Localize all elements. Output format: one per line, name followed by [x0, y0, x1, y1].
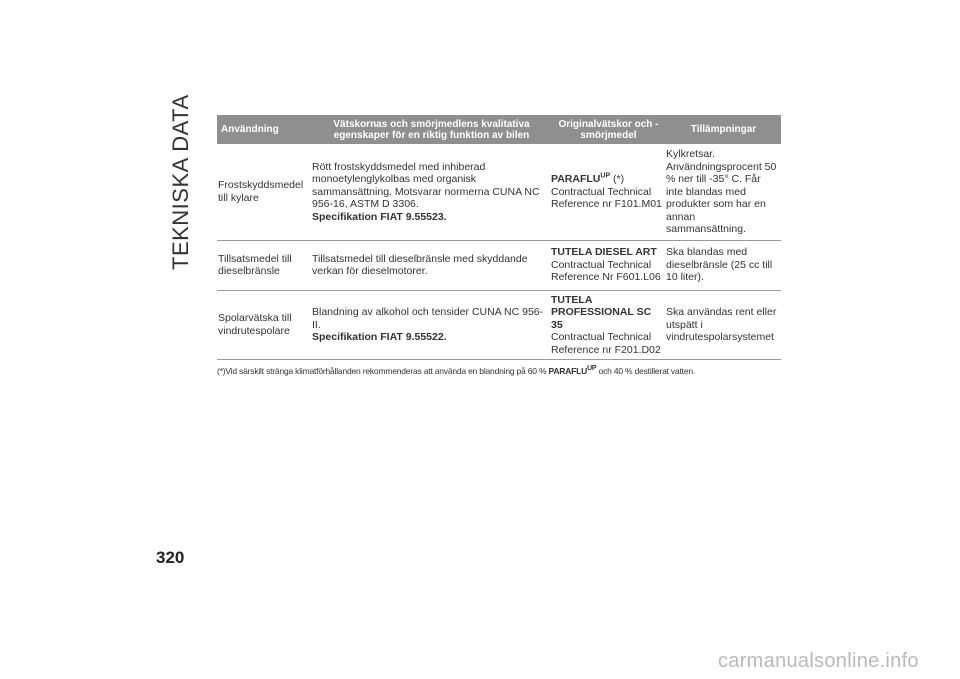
table-header-row — [217, 115, 781, 144]
cell-usage: Spolarvätska till vindrutespolare — [217, 290, 312, 360]
product-name: TUTELA DIESEL ART — [551, 246, 657, 259]
watermark: carmanualsonline.info — [718, 650, 919, 672]
quality-text: Blandning av alkohol och tensider CUNA NC 956-II. — [312, 306, 544, 331]
cell-application: Ska blandas med dieselbränsle (25 cc till 10 liter). — [666, 240, 781, 290]
cell-application: Kylkretsar. Användningsprocent 50 % ner till -35° C. Får inte blandas med produkter som har en annan sammansättning. — [666, 144, 781, 240]
footnote-product: PARAFLU — [548, 366, 588, 376]
header-quality: Vätskornas och smörjmedlens kvalitativa egenskaper för en riktig funktion av bilen — [312, 115, 551, 144]
fluids-table-container — [217, 115, 781, 376]
table-row — [217, 240, 781, 290]
cell-application: Ska användas rent eller utspätt i vindrutespolarsystemet — [666, 290, 781, 360]
fluids-table — [217, 115, 781, 360]
table-row — [217, 290, 781, 360]
header-original-fluids: Originalvätskor och -smörjmedel — [551, 115, 666, 144]
header-usage: Användning — [217, 115, 312, 144]
cell-product — [551, 144, 666, 240]
product-name: PARAFLU — [551, 173, 601, 185]
product-superscript: UP — [600, 172, 611, 180]
footnote — [217, 366, 781, 376]
cell-quality — [312, 290, 551, 360]
page-number: 320 — [156, 548, 185, 567]
cell-quality: Tillsatsmedel till dieselbränsle med skyddande verkan för dieselmotorer. — [312, 240, 551, 290]
cell-usage: Tillsatsmedel till dieselbränsle — [217, 240, 312, 290]
product-reference: Contractual Technical Reference nr F201.D02 — [551, 331, 661, 356]
product-reference: Contractual Technical Reference nr F101.M01 — [551, 185, 662, 210]
product-suffix: (*) — [610, 173, 625, 185]
product-name: TUTELA PROFESSIONAL SC 35 — [551, 293, 652, 331]
quality-text: Rött frostskyddsmedel med inhiberad monoetylenglykolbas med organisk sammansättning. Motsvarar normerna CUNA NC 956-16, ASTM D 3306. — [312, 160, 540, 210]
footnote-superscript: UP — [587, 365, 597, 373]
section-title-vertical: TEKNISKA DATA — [168, 94, 193, 270]
cell-product — [551, 240, 666, 290]
table-row — [217, 144, 781, 240]
product-reference: Contractual Technical Reference Nr F601.L06 — [551, 258, 661, 284]
specification: Specifikation FIAT 9.55522. — [312, 331, 447, 343]
footnote-suffix: och 40 % destillerat vatten. — [598, 366, 696, 376]
footnote-prefix: (*)Vid särskilt stränga klimatförhållanden rekommenderas att använda en blandning på 60 % — [217, 366, 549, 376]
cell-quality — [312, 144, 551, 240]
specification: Specifikation FIAT 9.55523. — [312, 210, 447, 223]
cell-usage: Frostskyddsmedel till kylare — [217, 144, 312, 240]
cell-product — [551, 290, 666, 360]
header-applications: Tillämpningar — [666, 115, 781, 144]
